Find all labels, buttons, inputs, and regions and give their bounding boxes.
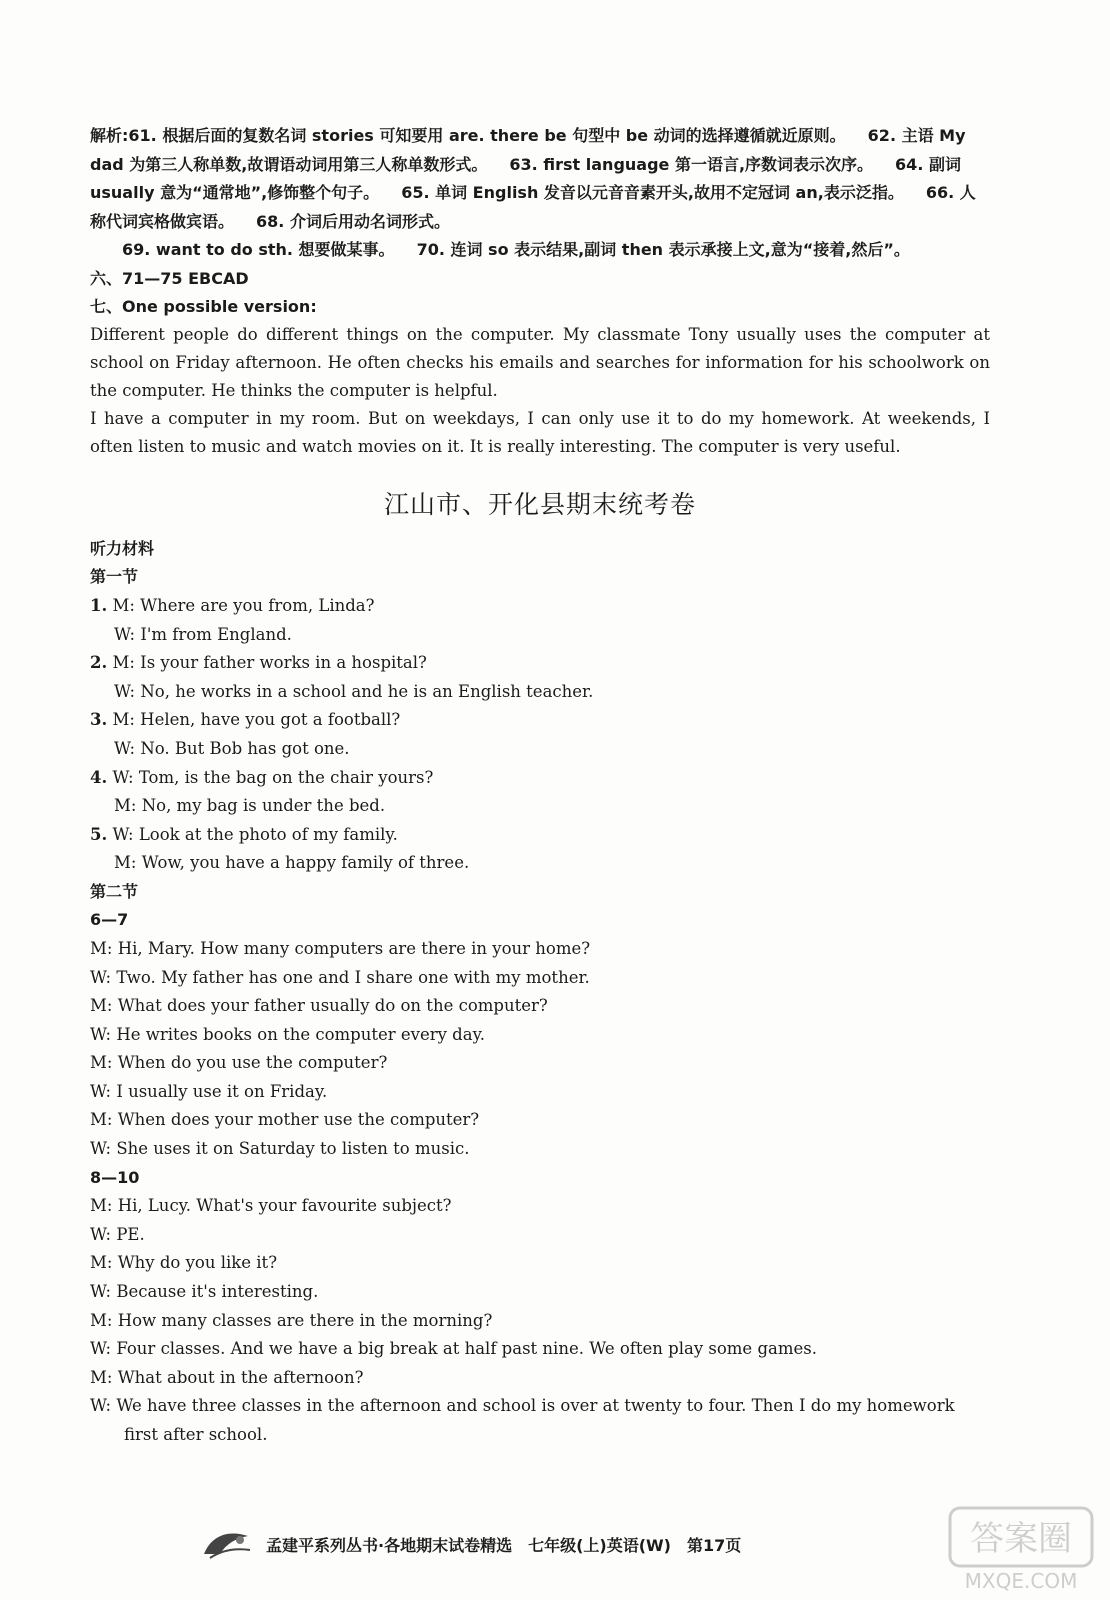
dialog-line: W: No, he works in a school and he is an English teacher. [114, 681, 594, 701]
analysis-num-65: 65. [401, 183, 430, 203]
group-range-8-10: 8—10 [90, 1167, 140, 1187]
analysis-text-68: 介词后用动名词形式。 [289, 211, 450, 231]
page-content [90, 122, 990, 1450]
section-seven-label: 七、One possible version: [90, 296, 317, 316]
dialog-line: M: What does your father usually do on the computer? [90, 996, 548, 1016]
dialog-line: M: Hi, Lucy. What's your favourite subject? [90, 1196, 452, 1216]
dialog-line: W: She uses it on Saturday to listen to music. [90, 1139, 470, 1159]
dialog-line: M: When does your mother use the computer? [90, 1110, 480, 1130]
analysis-block [90, 122, 990, 265]
footer-page-number: 第17页 [687, 1535, 742, 1555]
analysis-label: 解析: [90, 126, 129, 145]
dialog-line [90, 764, 990, 793]
dialog-line: W: Four classes. And we have a big break at half past nine. We often play some games. [90, 1339, 817, 1359]
group-range-6-7: 6—7 [90, 910, 129, 930]
watermark-url: MXQE.COM [964, 1569, 1078, 1593]
dialog-line: W: I'm from England. [114, 624, 292, 644]
analysis-num-63: 63. [509, 154, 538, 174]
analysis-text-69: want to do sth. 想要做某事。 [155, 240, 395, 260]
watermark-logo-icon [946, 1504, 1096, 1594]
analysis-num-69: 69. [122, 240, 151, 260]
essay-paragraph: Different people do different things on the computer. My classmate Tony usually uses the computer at school on Friday afternoon. He often checks his emails and searches for information for his schoolwork on the computer. He thinks the computer is helpful. [90, 324, 990, 400]
book-series-logo-icon [200, 1524, 252, 1564]
part-one-label: 第一节 [90, 567, 139, 587]
analysis-num-68: 68. [256, 211, 285, 231]
dialog-line: W: Two. My father has one and I share one with my mother. [90, 967, 590, 987]
watermark-text: 答案圈 [970, 1519, 1072, 1559]
analysis-num-61: 61. [128, 126, 157, 145]
dialog-line: M: When do you use the computer? [90, 1053, 388, 1073]
analysis-num-66: 66. [925, 183, 955, 203]
dialog-text: M: Where are you from, Linda? [112, 595, 375, 615]
dialog-line: M: Wow, you have a happy family of three. [114, 853, 470, 873]
footer-series: 孟建平系列丛书·各地期末试卷精选 [266, 1535, 513, 1555]
analysis-text-62: 主语 My dad 为第三人称单数,故谓语动词用第三人称单数形式。 [90, 126, 966, 174]
dialog-line: M: How many classes are there in the morning? [90, 1310, 493, 1330]
analysis-text-65: 单词 English 发音以元音音素开头,故用不定冠词 an,表示泛指。 [435, 183, 904, 203]
analysis-num-70: 70. [416, 240, 445, 260]
exam-title: 江山市、开化县期末统考卷 [383, 489, 696, 519]
dialog-number: 5. [90, 824, 108, 844]
dialog-text: W: Look at the photo of my family. [112, 824, 398, 844]
analysis-num-64: 64. [895, 154, 924, 174]
footer-grade: 七年级(上)英语(W) [528, 1535, 671, 1555]
dialog-number: 1. [90, 595, 108, 615]
dialog-line: M: Hi, Mary. How many computers are there in your home? [90, 938, 591, 958]
dialog-number: 4. [90, 767, 108, 787]
analysis-text-63: first language 第一语言,序数词表示次序。 [543, 154, 874, 174]
dialog-text: M: Helen, have you got a football? [112, 710, 401, 730]
dialog-line: M: No, my bag is under the bed. [114, 796, 386, 816]
dialog-text: M: Is your father works in a hospital? [112, 653, 427, 673]
dialog-line: W: PE. [90, 1224, 145, 1244]
dialog-line: W: He writes books on the computer every day. [90, 1024, 485, 1044]
analysis-text-66: 人称代词宾格做宾语。 [90, 183, 976, 231]
page-footer [200, 1524, 980, 1564]
analysis-text-64: 副词 usually 意为“通常地”,修饰整个句子。 [90, 154, 961, 203]
dialog-line: W: Because it's interesting. [90, 1281, 319, 1301]
analysis-text-70: 连词 so 表示结果,副词 then 表示承接上文,意为“接着,然后”。 [450, 240, 910, 260]
analysis-num-62: 62. [867, 126, 897, 145]
dialog-line [90, 706, 990, 735]
dialog-number: 2. [90, 653, 108, 673]
dialog-number: 3. [90, 710, 108, 730]
section-six-answers: 六、71—75 EBCAD [90, 268, 249, 288]
part-two-label: 第二节 [90, 881, 139, 901]
dialog-line: M: Why do you like it? [90, 1253, 278, 1273]
analysis-text-61: 根据后面的复数名词 stories 可知要用 are. there be 句型中 be 动词的选择遵循就近原则。 [162, 126, 846, 145]
essay-paragraph: I have a computer in my room. But on weekdays, I can only use it to do my homework. At weekends, I often listen to music and watch movies on it. It is really interesting. The computer is very useful. [90, 408, 990, 456]
dialog-line [90, 821, 990, 850]
dialog-text: W: Tom, is the bag on the chair yours? [112, 767, 434, 787]
dialog-line [90, 592, 990, 621]
dialog-line: W: No. But Bob has got one. [114, 738, 350, 758]
dialog-line [90, 649, 990, 678]
dialog-line: M: What about in the afternoon? [90, 1367, 364, 1387]
dialog-line: W: We have three classes in the afternoon and school is over at twenty to four. Then I do my homework first after school. [90, 1396, 955, 1444]
dialog-line: W: I usually use it on Friday. [90, 1081, 328, 1101]
listening-title: 听力材料 [90, 538, 155, 558]
